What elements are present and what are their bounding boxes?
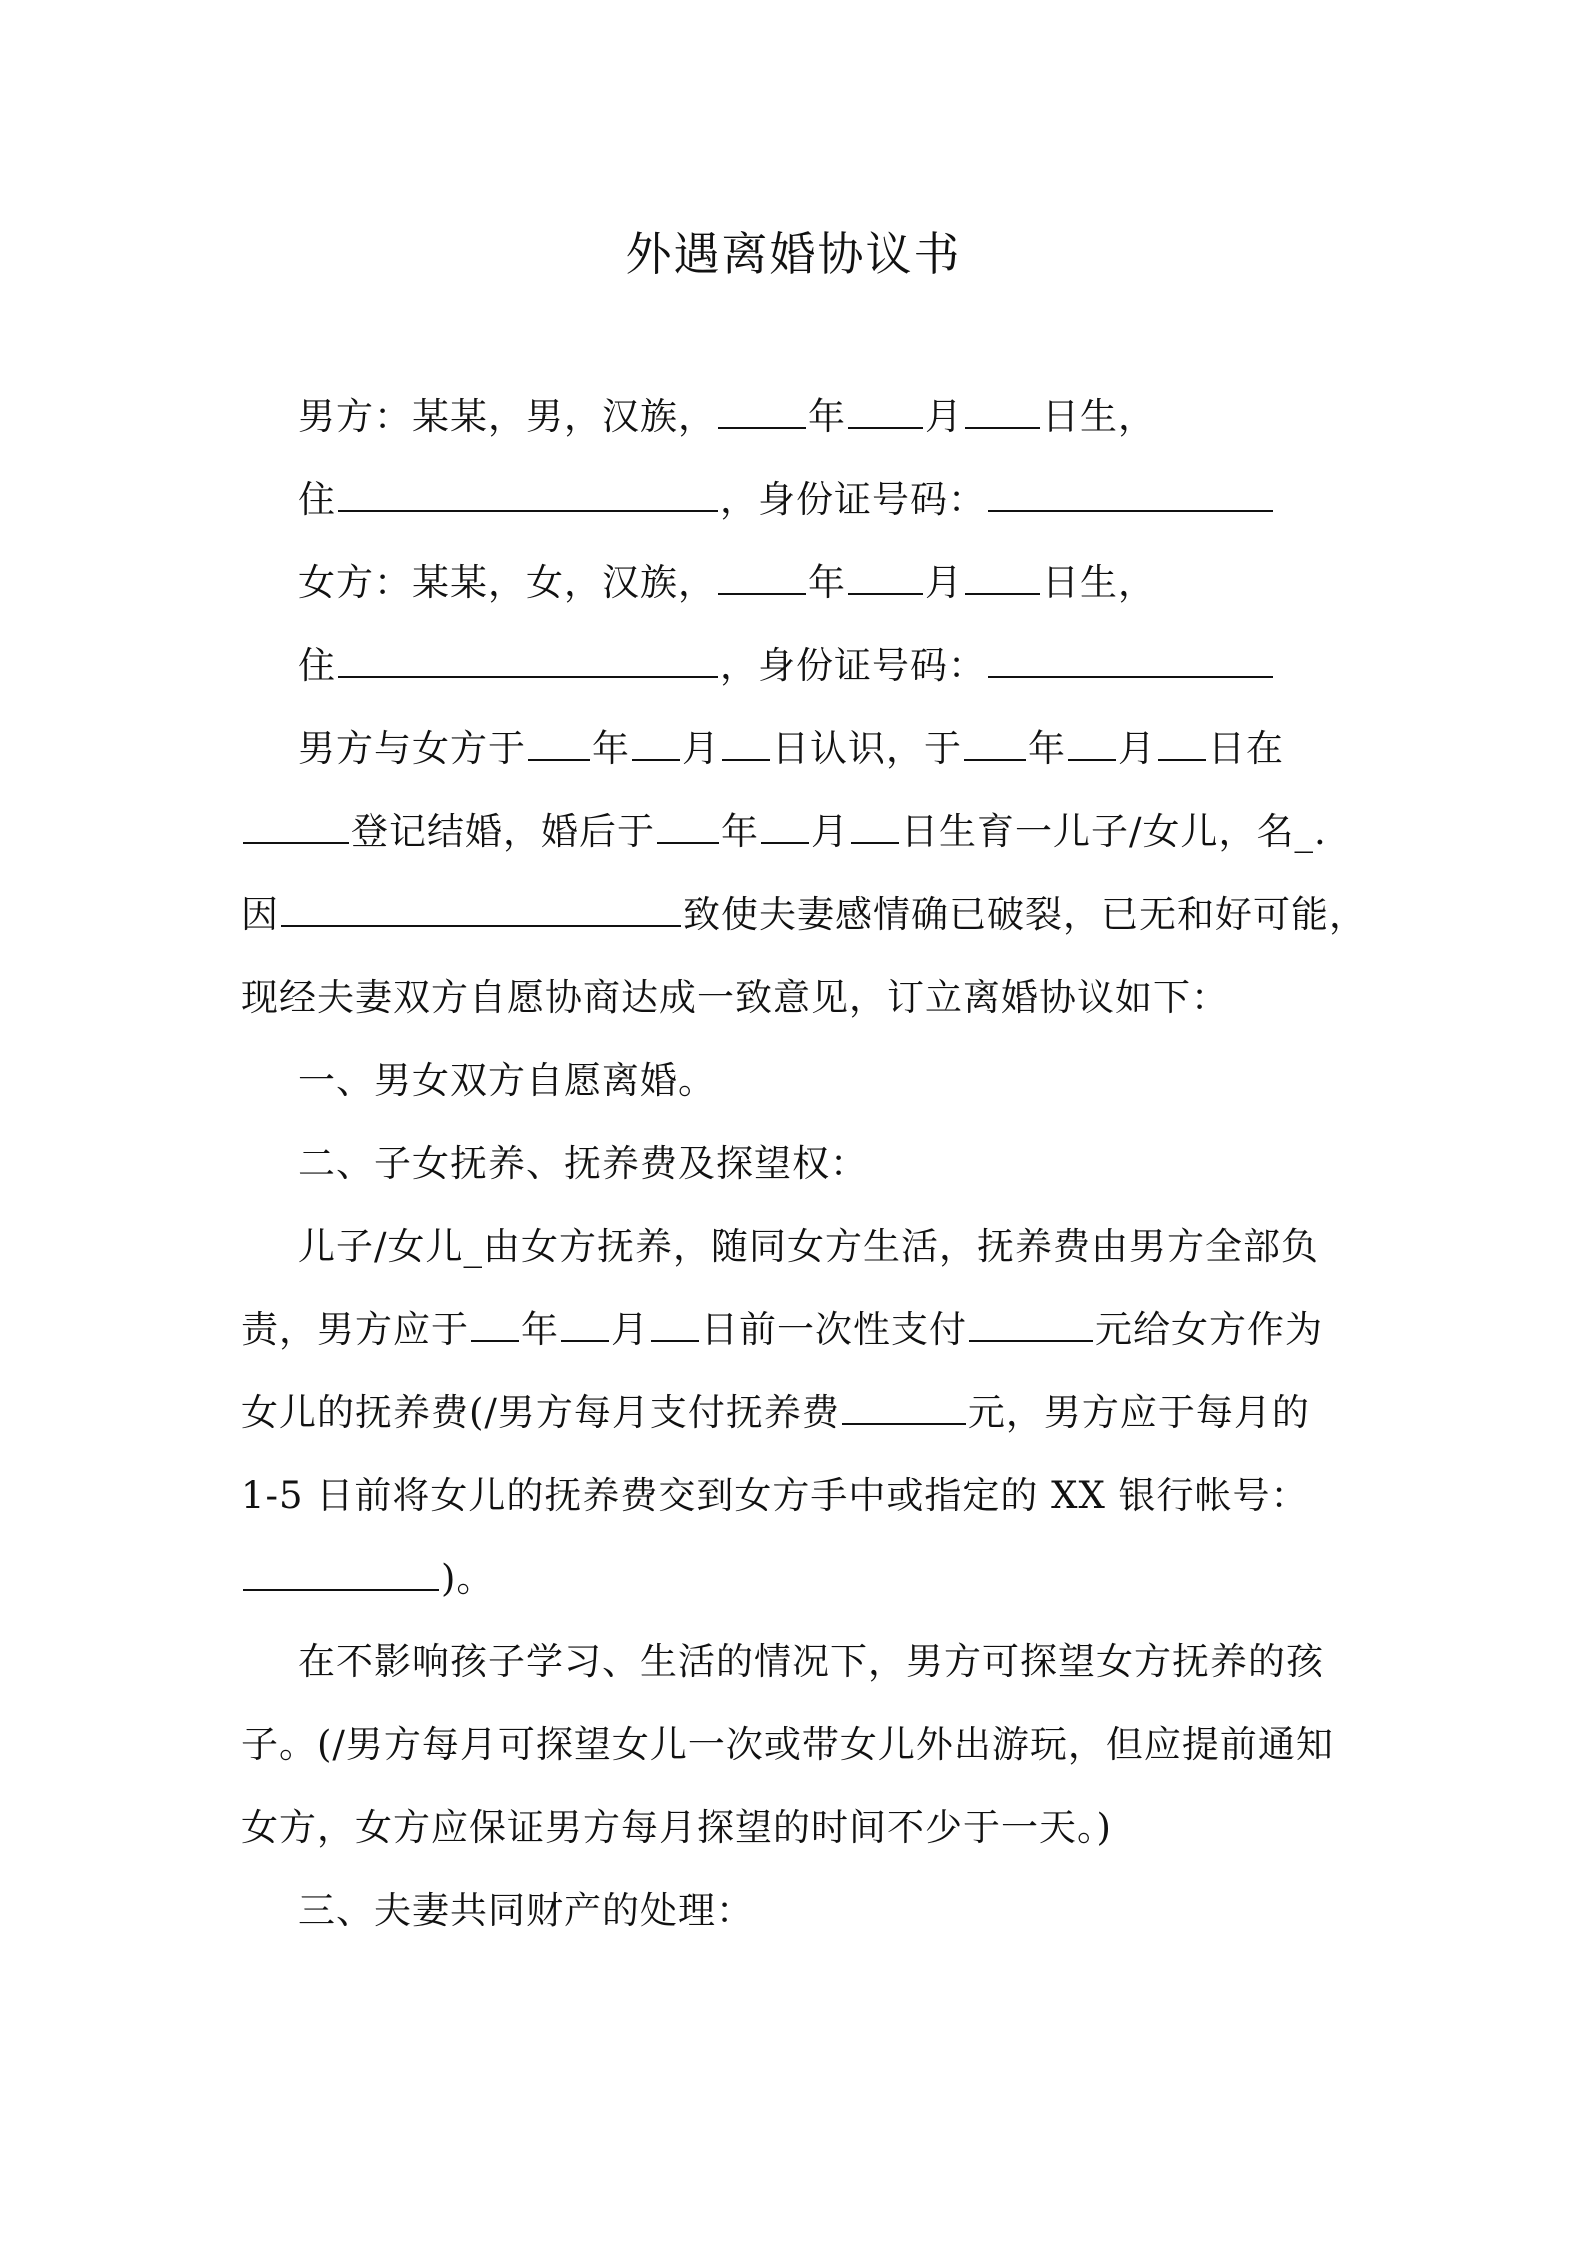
blank-field — [657, 803, 719, 844]
payment-text-2: 日前一次性支付 — [701, 1308, 967, 1351]
id-label: ，身份证号码： — [720, 478, 986, 521]
blank-field — [964, 720, 1026, 761]
year-label: 年 — [721, 810, 759, 853]
visit-line-3 — [241, 1797, 1112, 1851]
item-2-text: 二、子女抚养、抚养费及探望权： — [298, 1142, 868, 1185]
blank-field — [718, 554, 806, 595]
month-label: 月 — [611, 1308, 649, 1351]
address-label: 住 — [298, 644, 336, 687]
female-address-line — [298, 635, 1275, 689]
item-3 — [298, 1880, 754, 1934]
custody-line — [298, 1216, 1319, 1270]
blank-field — [528, 720, 590, 761]
year-label: 年 — [521, 1308, 559, 1351]
month-label: 月 — [811, 810, 849, 853]
female-info-line — [298, 552, 1156, 606]
blank-field — [848, 388, 923, 429]
blank-field — [561, 1301, 609, 1342]
blank-field — [965, 554, 1040, 595]
year-label: 年 — [592, 727, 630, 770]
item-1 — [298, 1050, 716, 1104]
agreement-line — [241, 967, 1229, 1021]
blank-field — [761, 803, 809, 844]
month-label: 月 — [682, 727, 720, 770]
met-text-2: 日认识，于 — [772, 727, 962, 770]
blank-field — [338, 471, 718, 512]
bank-line — [241, 1465, 1309, 1519]
agreement-text: 现经夫妻双方自愿协商达成一致意见，订立离婚协议如下： — [241, 976, 1229, 1019]
month-label: 月 — [1118, 727, 1156, 770]
blank-field — [965, 388, 1040, 429]
month-label: 月 — [925, 395, 963, 438]
payment-text-3: 元给女方作为 — [1095, 1308, 1323, 1351]
bank-account-end: )。 — [441, 1557, 495, 1600]
cause-line — [241, 884, 1367, 938]
registration-line — [241, 801, 1327, 855]
monthly-fee-text: 女儿的抚养费(/男方每月支付抚养费 — [241, 1391, 840, 1434]
blank-field — [851, 803, 899, 844]
payment-text: 责，男方应于 — [241, 1308, 469, 1351]
monthly-fee-line — [241, 1382, 1310, 1436]
custody-text: 儿子/女儿_由女方抚养，随同女方生活，抚养费由男方全部负 — [298, 1225, 1319, 1268]
blank-field — [722, 720, 770, 761]
year-label: 年 — [1028, 727, 1066, 770]
visit-line-2 — [241, 1714, 1334, 1768]
blank-field — [338, 637, 718, 678]
blank-field — [243, 1550, 439, 1591]
year-label: 年 — [808, 395, 846, 438]
registration-text: 登记结婚，婚后于 — [351, 810, 655, 853]
item-1-text: 一、男女双方自愿离婚。 — [298, 1059, 716, 1102]
visit-text-3: 女方，女方应保证男方每月探望的时间不少于一天。) — [241, 1806, 1112, 1849]
blank-field — [988, 637, 1273, 678]
blank-field — [281, 886, 681, 927]
visit-text-1: 在不影响孩子学习、生活的情况下，男方可探望女方抚养的孩 — [298, 1640, 1324, 1683]
cause-text: 致使夫妻感情确已破裂，已无和好可能， — [683, 893, 1367, 936]
female-info-text: 女方：某某，女，汉族， — [298, 561, 716, 604]
bank-text: 1-5 日前将女儿的抚养费交到女方手中或指定的 XX 银行帐号： — [241, 1474, 1309, 1517]
met-text-3: 日在 — [1208, 727, 1284, 770]
monthly-fee-text-2: 元，男方应于每月的 — [967, 1391, 1310, 1434]
item-2 — [298, 1133, 868, 1187]
bank-account-line — [241, 1548, 494, 1602]
birth-text: 日生育一儿子/女儿，名_. — [901, 810, 1327, 853]
item-3-text: 三、夫妻共同财产的处理： — [298, 1889, 754, 1932]
day-label: 日生， — [1042, 395, 1156, 438]
blank-field — [988, 471, 1273, 512]
blank-field — [842, 1384, 966, 1425]
met-line — [298, 718, 1284, 772]
male-address-line — [298, 469, 1275, 523]
month-label: 月 — [925, 561, 963, 604]
male-info-text: 男方：某某，男，汉族， — [298, 395, 716, 438]
met-text: 男方与女方于 — [298, 727, 526, 770]
blank-field — [718, 388, 806, 429]
address-label: 住 — [298, 478, 336, 521]
visit-text-2: 子。(/男方每月可探望女儿一次或带女儿外出游玩，但应提前通知 — [241, 1723, 1334, 1766]
blank-field — [969, 1301, 1093, 1342]
document-title: 外遇离婚协议书 — [625, 227, 962, 281]
day-label: 日生， — [1042, 561, 1156, 604]
visit-line-1 — [298, 1631, 1324, 1685]
blank-field — [1068, 720, 1116, 761]
blank-field — [471, 1301, 519, 1342]
blank-field — [848, 554, 923, 595]
blank-field — [651, 1301, 699, 1342]
cause-label: 因 — [241, 893, 279, 936]
year-label: 年 — [808, 561, 846, 604]
male-info-line — [298, 386, 1156, 440]
blank-field — [632, 720, 680, 761]
blank-field — [1158, 720, 1206, 761]
payment-line — [241, 1299, 1323, 1353]
id-label: ，身份证号码： — [720, 644, 986, 687]
blank-field — [243, 803, 349, 844]
